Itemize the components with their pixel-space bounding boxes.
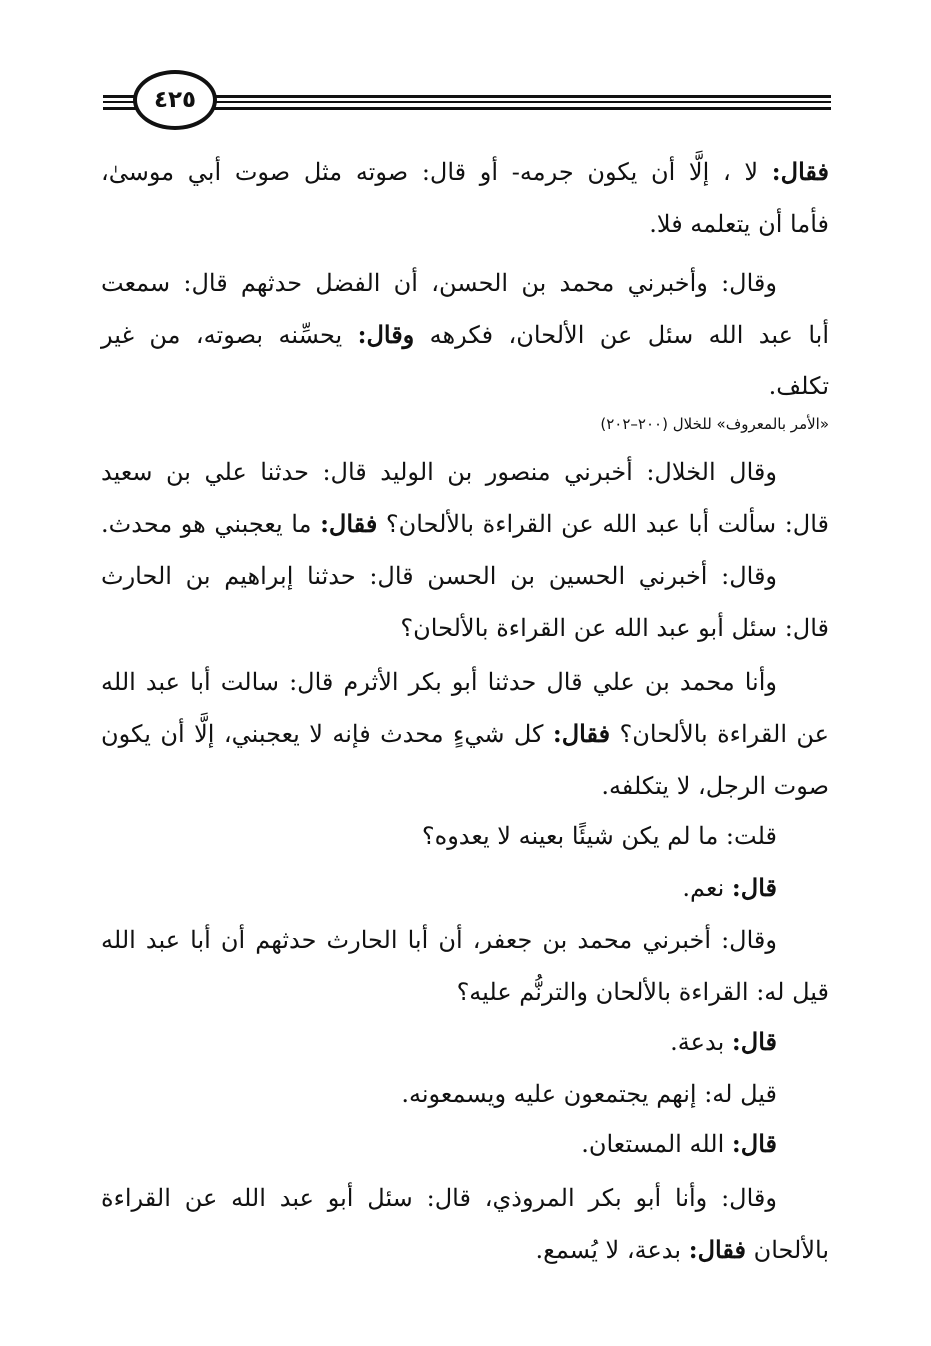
page-number-badge <box>133 70 217 130</box>
text-line <box>101 760 829 812</box>
speaker-label: فقال: <box>771 157 829 186</box>
text-span: كل شيءٍ محدث فإنه لا يعجبني، إلَّا أن يكون <box>101 720 544 748</box>
page-header <box>103 70 831 134</box>
speaker-label: قال: <box>731 1129 777 1158</box>
text-line <box>101 1172 829 1224</box>
page-number: ٤٢٥ <box>153 87 197 113</box>
text-line <box>101 1016 829 1068</box>
text-span: لا ، إلَّا أن يكون جرمه- أو قال: صوته مثل صوت أبي موسىٰ، <box>101 158 759 186</box>
text-line <box>101 257 829 309</box>
text-line <box>101 198 829 250</box>
text-span: يحسِّنه بصوته، من غير <box>101 321 343 349</box>
text-line <box>101 550 829 602</box>
text-span: بالألحان <box>753 1236 829 1264</box>
text-span: نعم. <box>682 874 725 902</box>
body-text <box>101 146 829 1276</box>
text-span: بدعة، لا يُسمع. <box>535 1236 682 1264</box>
text-line <box>101 914 829 966</box>
text-line <box>101 1224 829 1276</box>
speaker-label: وقال: <box>357 320 415 349</box>
text-span: الله المستعان. <box>581 1130 725 1158</box>
text-span: ما يعجبني هو محدث. <box>101 510 312 538</box>
text-span: عن القراءة بالألحان؟ <box>619 720 829 748</box>
text-line <box>101 360 829 412</box>
text-span: وقال: وأنا أبو بكر المروذي، قال: سئل أبو عبد الله عن القراءة <box>101 1184 777 1212</box>
text-span: وقال: أخبرني محمد بن جعفر، أن أبا الحارث حدثهم أن أبا عبد الله <box>101 926 777 954</box>
text-line <box>101 1118 829 1170</box>
speaker-label: فقال: <box>688 1235 746 1264</box>
text-line <box>101 656 829 708</box>
text-span: وقال: وأخبرني محمد بن الحسن، أن الفضل حدثهم قال: سمعت <box>101 269 777 297</box>
speaker-label: فقال: <box>320 509 378 538</box>
text-line <box>101 966 829 1018</box>
text-span: أبا عبد الله سئل عن الألحان، فكرهه <box>429 321 829 349</box>
text-line <box>101 1068 829 1120</box>
text-span: قلت: ما لم يكن شيئًا بعينه لا يعدوه؟ <box>421 822 777 850</box>
source-reference: «الأمر بالمعروف» للخلال (٢٠٠–٢٠٢) <box>600 415 829 433</box>
text-line <box>101 309 829 361</box>
text-line <box>101 602 829 654</box>
speaker-label: قال: <box>731 873 777 902</box>
text-line <box>101 810 829 862</box>
text-span: قال: سئل أبو عبد الله عن القراءة بالألحان؟ <box>400 614 829 642</box>
speaker-label: فقال: <box>552 719 611 748</box>
text-span: بدعة. <box>670 1028 725 1056</box>
text-span: تكلف. <box>768 372 829 400</box>
text-span: وأنا محمد بن علي قال حدثنا أبو بكر الأثرم قال: سالت أبا عبد الله <box>101 668 777 696</box>
text-span: صوت الرجل، لا يتكلفه. <box>601 772 829 800</box>
text-line <box>101 446 829 498</box>
text-line <box>101 146 829 198</box>
text-line <box>101 862 829 914</box>
text-span: قيل له: إنهم يجتمعون عليه ويسمعونه. <box>401 1080 777 1108</box>
text-span: وقال الخلال: أخبرني منصور بن الوليد قال: حدثنا علي بن سعيد <box>101 458 777 486</box>
text-line <box>101 708 829 760</box>
text-span: قيل له: القراءة بالألحان والترنُّم عليه؟ <box>456 978 829 1006</box>
text-span: قال: سألت أبا عبد الله عن القراءة بالألحان؟ <box>385 510 829 538</box>
text-span: وقال: أخبرني الحسين بن الحسن قال: حدثنا إبراهيم بن الحارث <box>101 562 777 590</box>
speaker-label: قال: <box>731 1027 777 1056</box>
text-line <box>101 498 829 550</box>
text-span: فأما أن يتعلمه فلا. <box>649 210 829 238</box>
